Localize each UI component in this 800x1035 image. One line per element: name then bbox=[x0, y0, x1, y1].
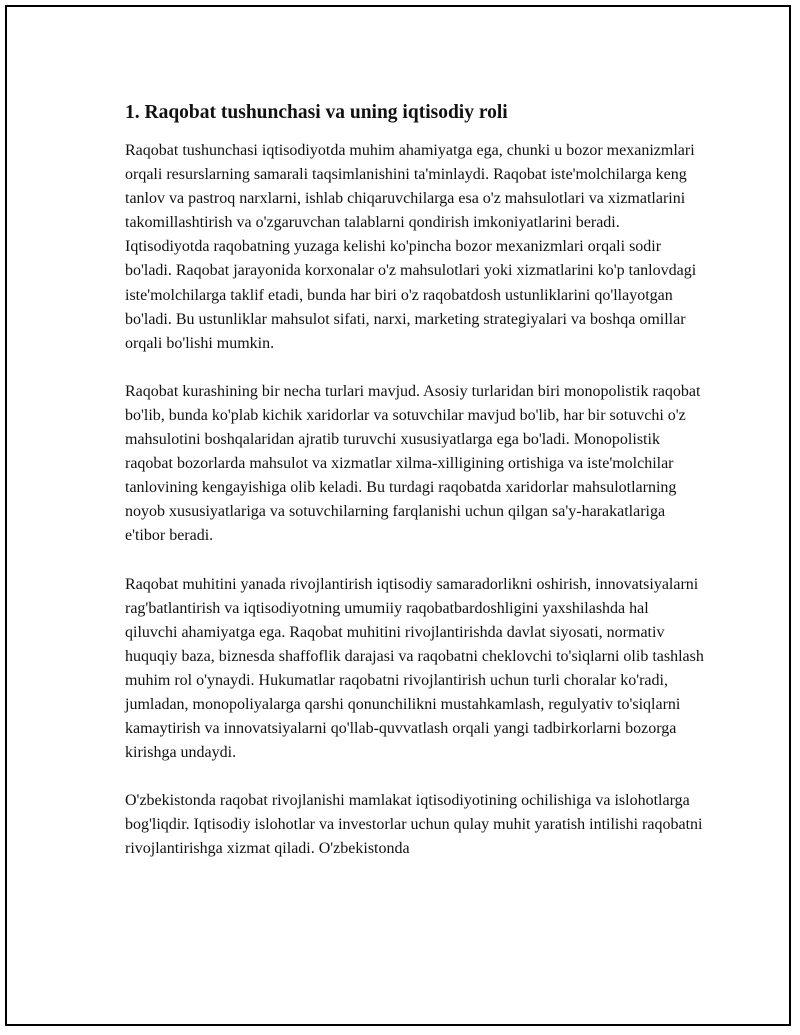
paragraph-1: Raqobat tushunchasi iqtisodiyotda muhim ahamiyatga ega, chunki u bozor mexanizmlari orqali resurslarning samarali taqsimlanishini ta'minlaydi. Raqobat iste'molchilarga keng tanlov va pastroq narxlarni, ishlab chiqaruvchilarga esa o'z mahsulotlari va xizmatlarini takomillashtirish va o'zgaruvchan talablarni qondirish imkoniyatlarini beradi. Iqtisodiyotda raqobatning yuzaga kelishi ko'pincha bozor mexanizmlari orqali sodir bo'ladi. Raqobat jarayonida korxonalar o'z mahsulotlari yoki xizmatlarini ko'p tanlovdagi iste'molchilarga taklif etadi, bunda har biri o'z raqobatdosh ustunliklarini qo'llayotgan bo'ladi. Bu ustunliklar mahsulot sifati, narxi, marketing strategiyalari va boshqa omillar orqali bo'lishi mumkin. bbox=[125, 142, 697, 352]
paragraph-3: Raqobat muhitini yanada rivojlantirish iqtisodiy samaradorlikni oshirish, innovatsiyalarni rag'batlantirish va iqtisodiyotning umumiiy raqobatbardoshligini yaxshilashda hal qiluvchi ahamiyatga ega. Raqobat muhitini rivojlantirishda davlat siyosati, normativ huquqiy baza, biznesda shaffoflik darajasi va raqobatni cheklovchi to'siqlarni olib tashlash muhim rol o'ynaydi. Hukumatlar raqobatni rivojlantirish uchun turli choralar ko'radi, jumladan, monopoliyalarga qarshi qonunchilikni mustahkamlash, regulyativ to'siqlarni kamaytirish va innovatsiyalarni qo'llab-quvvatlash orqali yangi tadbirkorlarni bozorga kirishga undaydi. bbox=[125, 575, 704, 762]
page-frame bbox=[5, 5, 791, 1026]
paragraph-4: O'zbekistonda raqobat rivojlanishi mamlakat iqtisodiyotining ochilishiga va islohotlarga bog'liqdir. Iqtisodiy islohotlar va investorlar uchun qulay muhit yaratish intilishi raqobatni rivojlantirishga xizmat qiladi. O'zbekistonda bbox=[125, 792, 703, 858]
paragraph-2: Raqobat kurashining bir necha turlari mavjud. Asosiy turlaridan biri monopolistik raqobat bo'lib, bunda ko'plab kichik xaridorlar va sotuvchilar mavjud bo'lib, har bir sotuvchi o'z mahsulotini boshqalaridan ajratib turuvchi xususiyatlarga ega bo'ladi. Monopolistik raqobat bozorlarda mahsulot va xizmatlar xilma-xilligining ortishiga va iste'molchilar tanlovining kengayishiga olib keladi. Bu turdagi raqobatda xaridorlar mahsulotlarning noyob xususiyatlariga va sotuvchilarning farqlanishi uchun qilgan sa'y-harakatlariga e'tibor beradi. bbox=[125, 382, 701, 545]
section-heading: 1. Raqobat tushunchasi va uning iqtisodiy roli bbox=[125, 102, 508, 123]
document-body bbox=[125, 99, 705, 886]
